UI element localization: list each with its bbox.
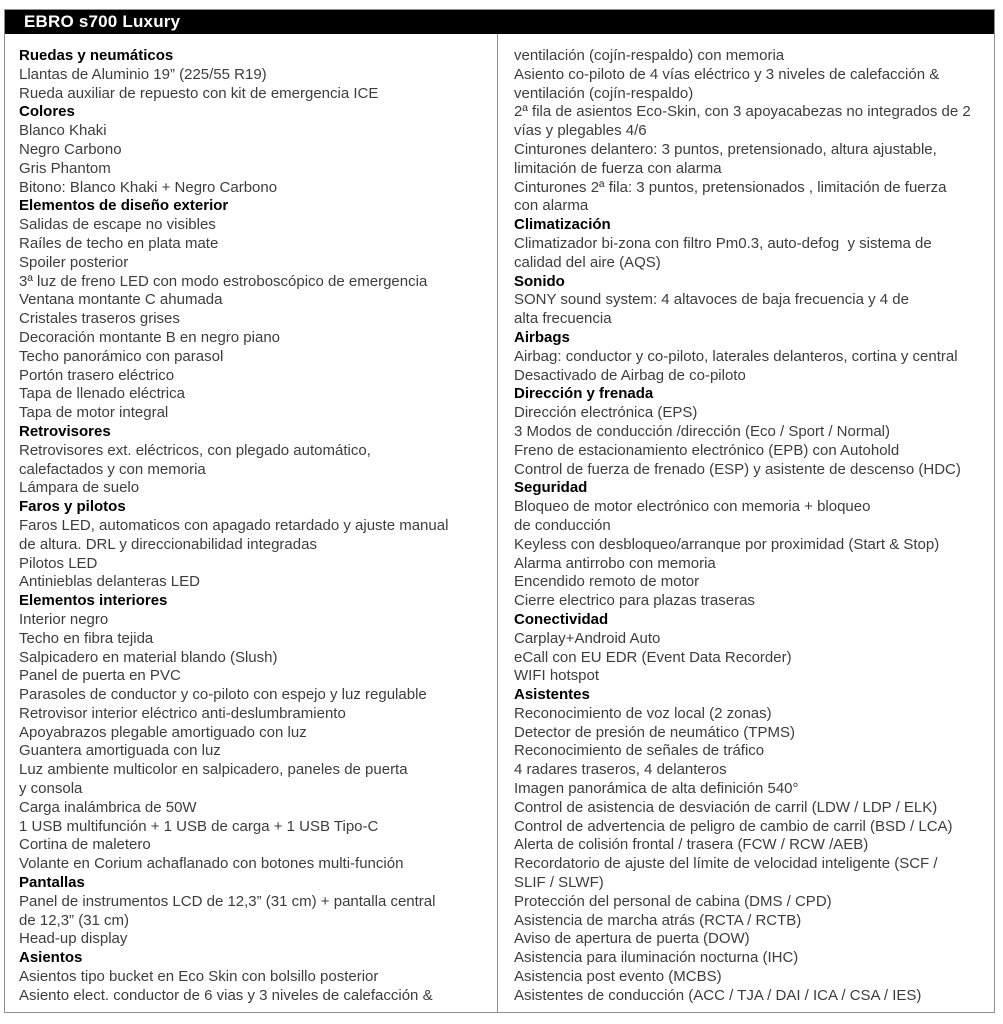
- spec-line: Alarma antirrobo con memoria: [514, 554, 716, 572]
- spec-line: Cinturones 2ª fila: 3 puntos, pretensionados , limitación de fuerza: [514, 178, 947, 196]
- spec-line: Carplay+Android Auto: [514, 629, 661, 647]
- spec-line: Interior negro: [19, 610, 109, 628]
- spec-line: Decoración montante B en negro piano: [19, 328, 281, 346]
- spec-line: SONY sound system: 4 altavoces de baja frecuencia y 4 de: [514, 291, 909, 309]
- spec-line: 4 radares traseros, 4 delanteros: [514, 761, 727, 779]
- spec-line: Control de asistencia de desviación de carril (LDW / LDP / ELK): [514, 798, 938, 816]
- column-right: [498, 34, 994, 1012]
- spec-line: Faros LED, automaticos con apagado retardado y ajuste manual: [19, 516, 449, 534]
- spec-line: Imagen panorámica de alta definición 540°: [514, 780, 799, 798]
- spec-sheet: [4, 9, 995, 1013]
- section-heading: Airbags: [514, 328, 570, 346]
- spec-line: WIFI hotspot: [514, 667, 600, 685]
- spec-line: Antinieblas delanteras LED: [19, 573, 200, 591]
- spec-line: Parasoles de conductor y co-piloto con espejo y luz regulable: [19, 686, 427, 704]
- spec-line: Alerta de colisión frontal / trasera (FCW / RCW /AEB): [514, 836, 869, 854]
- section-heading: Conectividad: [514, 610, 609, 628]
- section-heading: Elementos de diseño exterior: [19, 197, 229, 215]
- spec-line: Asistencia post evento (MCBS): [514, 968, 722, 986]
- spec-line: Asistencia para iluminación nocturna (IHC): [514, 949, 799, 967]
- spec-line: Cortina de maletero: [19, 836, 151, 854]
- spec-line: Bitono: Blanco Khaki + Negro Carbono: [19, 178, 278, 196]
- spec-line: alta frecuencia: [514, 310, 612, 328]
- spec-line: limitación de fuerza con alarma: [514, 159, 722, 177]
- spec-line: Keyless con desbloqueo/arranque por proximidad (Start & Stop): [514, 535, 940, 553]
- spec-line: eCall con EU EDR (Event Data Recorder): [514, 648, 792, 666]
- spec-line: Rueda auxiliar de repuesto con kit de emergencia ICE: [19, 84, 379, 102]
- section-heading: Asistentes: [514, 686, 590, 704]
- spec-line: de 12,3” (31 cm): [19, 911, 130, 929]
- spec-line: 1 USB multifunción + 1 USB de carga + 1 USB Tipo-C: [19, 817, 379, 835]
- column-left: [5, 34, 498, 1012]
- spec-line: Reconocimiento de señales de tráfico: [514, 742, 765, 760]
- spec-line: Luz ambiente multicolor en salpicadero, paneles de puerta: [19, 761, 408, 779]
- spec-line: Gris Phantom: [19, 159, 111, 177]
- spec-line: Retrovisor interior eléctrico anti-deslumbramiento: [19, 704, 346, 722]
- spec-line: Lámpara de suelo: [19, 479, 140, 497]
- spec-line: y consola: [19, 780, 83, 798]
- spec-line: Asiento co-piloto de 4 vías eléctrico y 3 niveles de calefacción &: [514, 65, 940, 83]
- spec-line: Blanco Khaki: [19, 122, 107, 140]
- spec-line: Ventana montante C ahumada: [19, 291, 223, 309]
- spec-line: Guantera amortiguada con luz: [19, 742, 221, 760]
- spec-line: Detector de presión de neumático (TPMS): [514, 723, 795, 741]
- spec-line: 2ª fila de asientos Eco-Skin, con 3 apoyacabezas no integrados de 2: [514, 103, 971, 121]
- spec-line: Freno de estacionamiento electrónico (EPB) con Autohold: [514, 441, 900, 459]
- spec-line: Panel de instrumentos LCD de 12,3” (31 cm) + pantalla central: [19, 892, 436, 910]
- spec-line: SLIF / SLWF): [514, 874, 604, 892]
- spec-line: Protección del personal de cabina (DMS / CPD): [514, 892, 832, 910]
- section-heading: Asientos: [19, 949, 83, 967]
- spec-line: Airbag: conductor y co-piloto, laterales delanteros, cortina y central: [514, 347, 958, 365]
- spec-line: Techo en fibra tejida: [19, 629, 154, 647]
- spec-line: de altura. DRL y direccionabilidad integradas: [19, 535, 317, 553]
- spec-line: Head-up display: [19, 930, 128, 948]
- spec-line: Spoiler posterior: [19, 253, 129, 271]
- spec-line: Portón trasero eléctrico: [19, 366, 175, 384]
- spec-line: 3 Modos de conducción /dirección (Eco / Sport / Normal): [514, 422, 891, 440]
- spec-line: Asistencia de marcha atrás (RCTA / RCTB): [514, 911, 802, 929]
- spec-line: Tapa de llenado eléctrica: [19, 385, 185, 403]
- spec-line: Cinturones delantero: 3 puntos, pretensionado, altura ajustable,: [514, 140, 937, 158]
- spec-line: Salpicadero en material blando (Slush): [19, 648, 278, 666]
- spec-line: Pilotos LED: [19, 554, 98, 572]
- spec-line: Bloqueo de motor electrónico con memoria + bloqueo: [514, 498, 871, 516]
- spec-line: Climatizador bi-zona con filtro Pm0.3, auto-defog y sistema de: [514, 234, 932, 252]
- spec-line: vías y plegables 4/6: [514, 122, 647, 140]
- spec-line: Llantas de Aluminio 19” (225/55 R19): [19, 65, 267, 83]
- spec-line: Apoyabrazos plegable amortiguado con luz: [19, 723, 307, 741]
- spec-line: de conducción: [514, 516, 611, 534]
- spec-line: Techo panorámico con parasol: [19, 347, 224, 365]
- spec-line: Cierre electrico para plazas traseras: [514, 592, 755, 610]
- spec-line: Panel de puerta en PVC: [19, 667, 181, 685]
- spec-line: ventilación (cojín-respaldo): [514, 84, 694, 102]
- spec-line: Reconocimiento de voz local (2 zonas): [514, 704, 772, 722]
- section-heading: Faros y pilotos: [19, 498, 126, 516]
- section-heading: Retrovisores: [19, 422, 111, 440]
- spec-line: 3ª luz de freno LED con modo estroboscópico de emergencia: [19, 272, 428, 290]
- spec-line: Tapa de motor integral: [19, 404, 169, 422]
- spec-line: Cristales traseros grises: [19, 310, 180, 328]
- spec-line: Control de advertencia de peligro de cambio de carril (BSD / LCA): [514, 817, 953, 835]
- spec-line: Desactivado de Airbag de co-piloto: [514, 366, 746, 384]
- spec-line: Negro Carbono: [19, 140, 122, 158]
- title-bar: [5, 10, 994, 34]
- section-heading: Sonido: [514, 272, 565, 290]
- spec-line: Asientos tipo bucket en Eco Skin con bolsillo posterior: [19, 968, 379, 986]
- spec-line: ventilación (cojín-respaldo) con memoria: [514, 47, 785, 64]
- spec-line: Aviso de apertura de puerta (DOW): [514, 930, 750, 948]
- section-heading: Climatización: [514, 216, 611, 234]
- section-heading: Ruedas y neumáticos: [19, 47, 174, 64]
- section-heading: Pantallas: [19, 874, 85, 892]
- spec-line: Retrovisores ext. eléctricos, con plegado automático,: [19, 441, 371, 459]
- spec-line: Carga inalámbrica de 50W: [19, 798, 197, 816]
- spec-line: Dirección electrónica (EPS): [514, 404, 698, 422]
- spec-line: Asistentes de conducción (ACC / TJA / DAI / ICA / CSA / IES): [514, 986, 922, 1004]
- spec-line: Raíles de techo en plata mate: [19, 234, 219, 252]
- section-heading: Seguridad: [514, 479, 588, 497]
- spec-line: Asiento elect. conductor de 6 vias y 3 niveles de calefacción &: [19, 986, 433, 1004]
- page-title: EBRO s700 Luxury: [24, 12, 181, 31]
- section-heading: Colores: [19, 103, 75, 121]
- spec-columns: [5, 34, 994, 1012]
- spec-line: Control de fuerza de frenado (ESP) y asistente de descenso (HDC): [514, 460, 961, 478]
- spec-line: Volante en Corium achaflanado con botones multi-función: [19, 855, 404, 873]
- section-heading: Elementos interiores: [19, 592, 168, 610]
- spec-line: con alarma: [514, 197, 589, 215]
- spec-line: Recordatorio de ajuste del límite de velocidad inteligente (SCF /: [514, 855, 938, 873]
- spec-line: calidad del aire (AQS): [514, 253, 661, 271]
- spec-line: Encendido remoto de motor: [514, 573, 700, 591]
- spec-line: calefactados y con memoria: [19, 460, 206, 478]
- section-heading: Dirección y frenada: [514, 385, 654, 403]
- spec-line: Salidas de escape no visibles: [19, 216, 216, 234]
